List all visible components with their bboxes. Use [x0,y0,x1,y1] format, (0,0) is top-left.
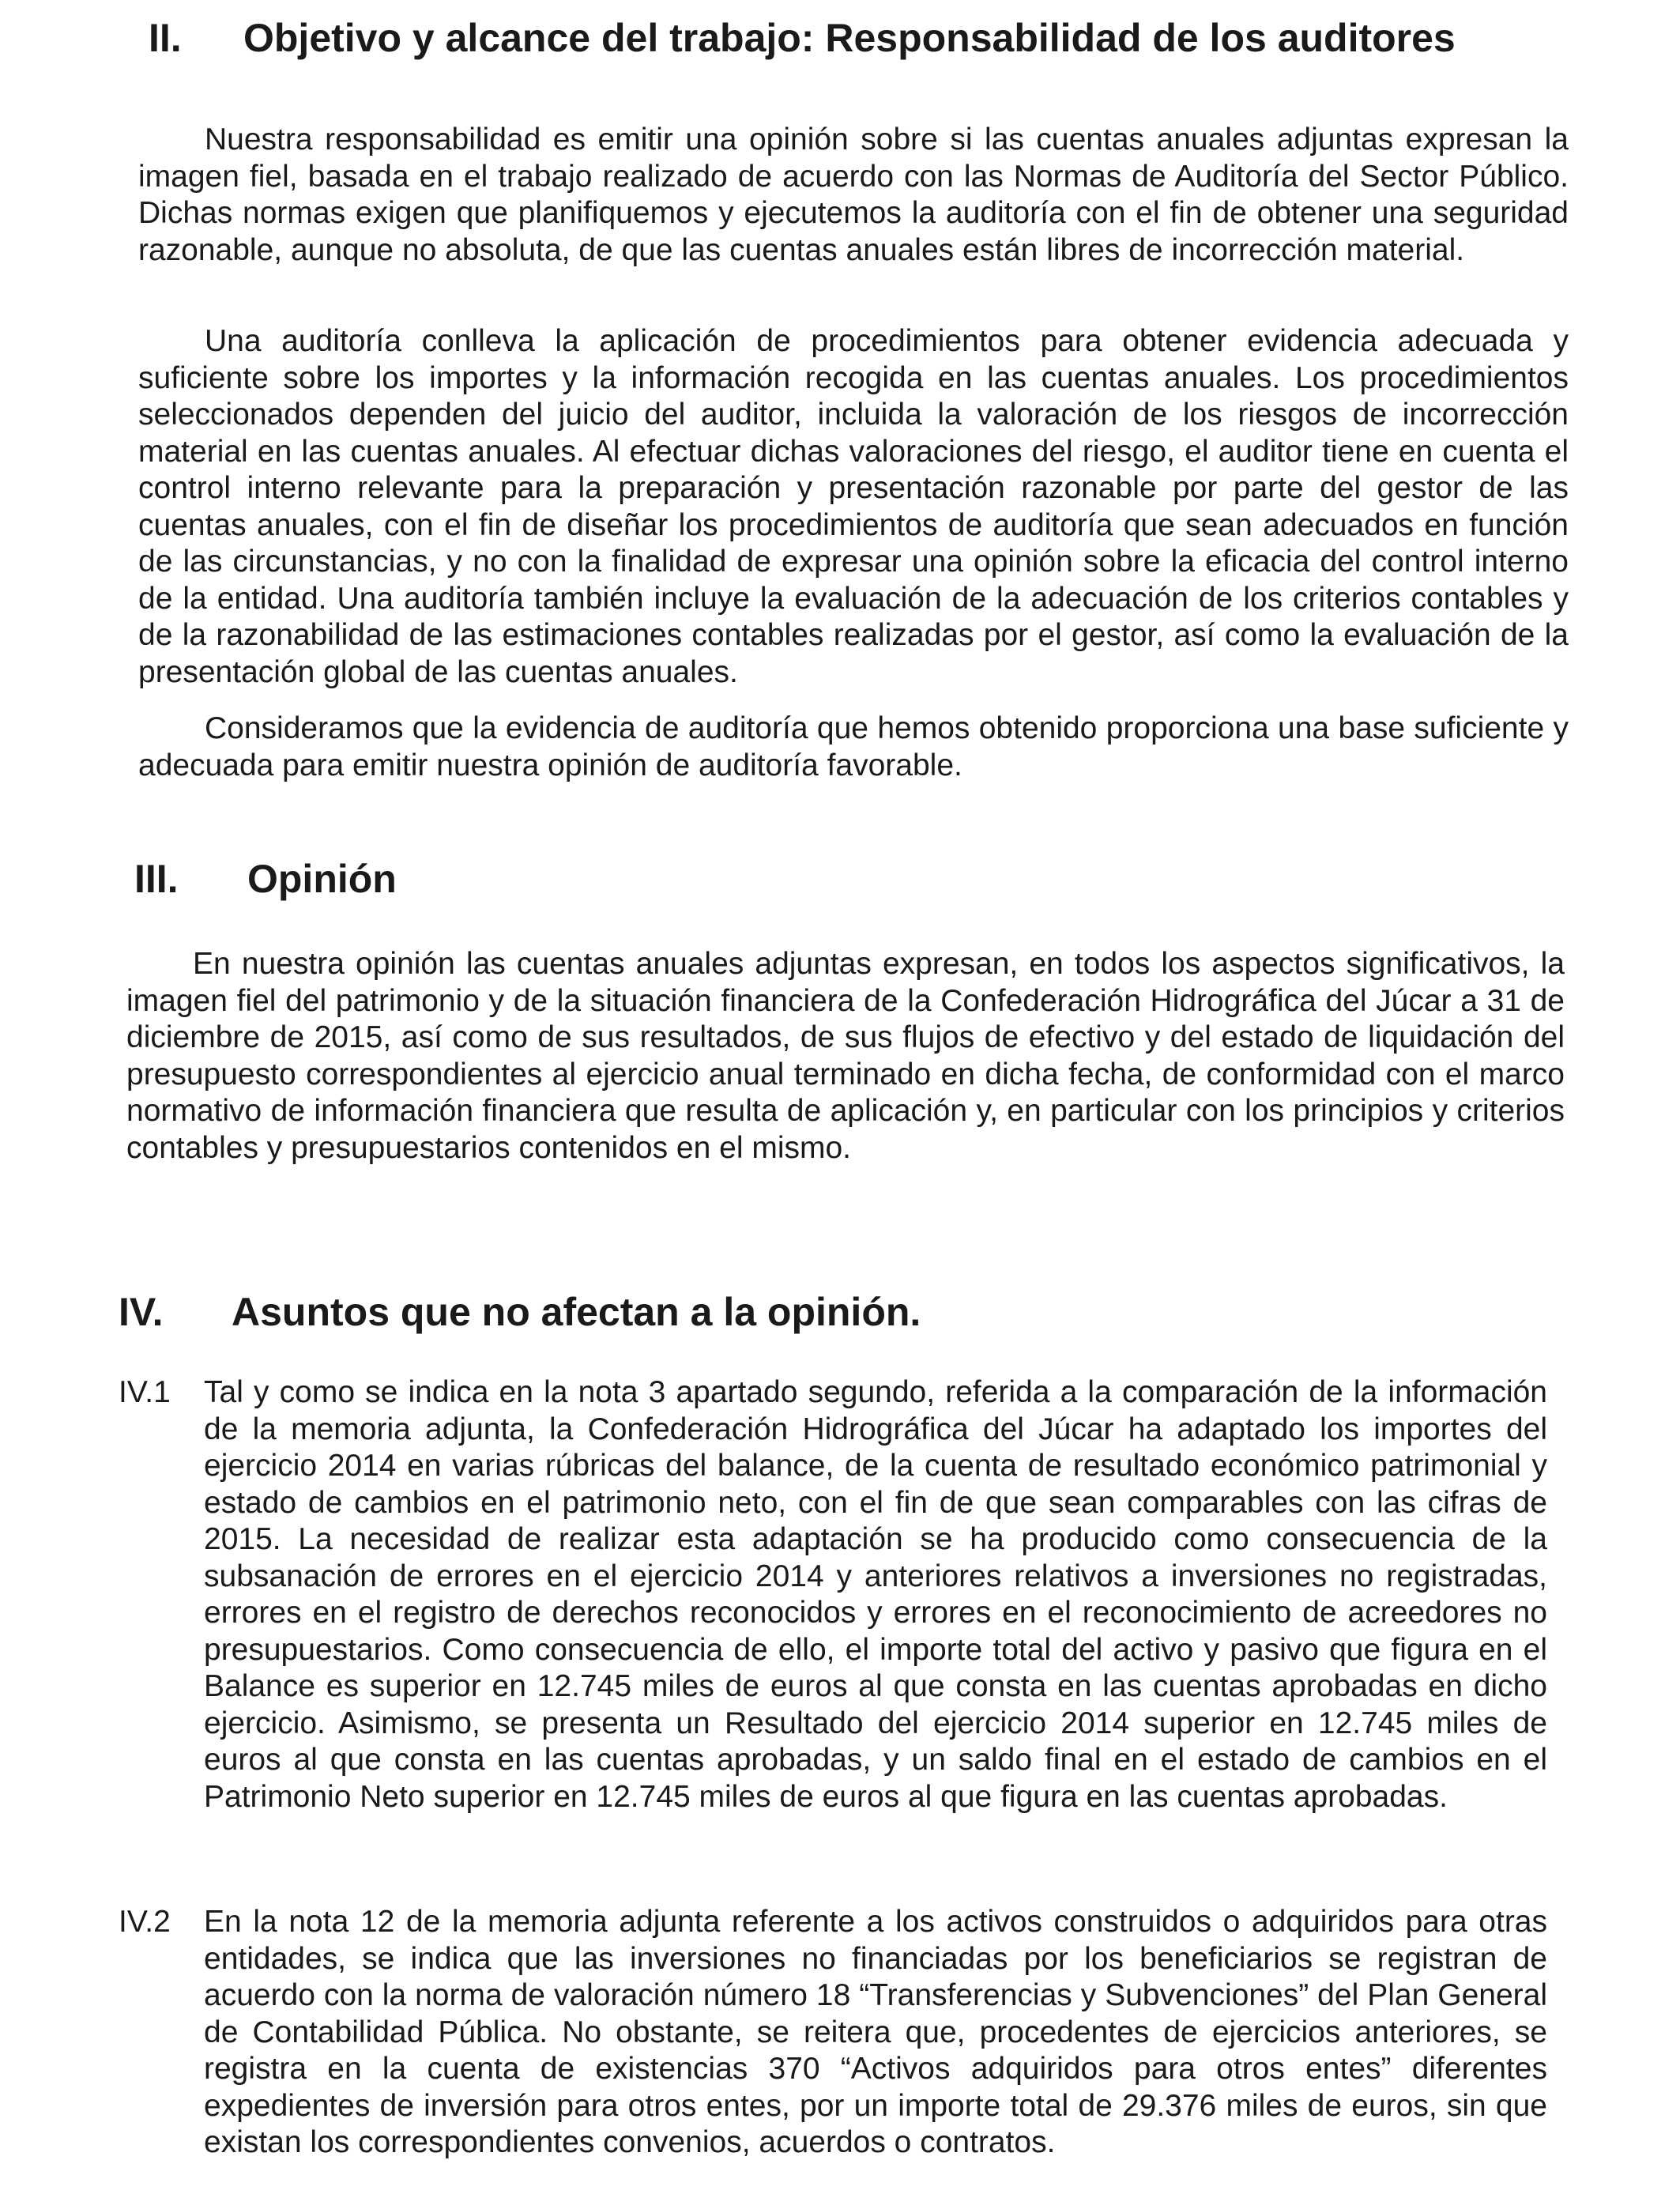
section-iii-paragraph: En nuestra opinión las cuentas anuales adjuntas expresan, en todos los aspectos significativos, la imagen fiel del patrimonio y de la situación financiera de la Confederación Hidrográfica del Júcar a 31 de diciembre de 2015, así como de sus resultados, de sus flujos de efectivo y del estado de liquidación del presupuesto correspondientes al ejercicio anual terminado en dicha fecha, de conformidad con el marco normativo de información financiera que resulta de aplicación y, en particular con los principios y criterios contables y presupuestarios contenidos en el mismo. [126,947,1565,1165]
item-iv-1-text: Tal y como se indica en la nota 3 apartado segundo, referida a la comparación de la información de la memoria adjunta, la Confederación Hidrográfica del Júcar ha adaptado los importes del ejercicio 2014 en varias rúbricas del balance, de la cuenta de resultado económico patrimonial y estado de cambios en el patrimonio neto, con el fin de que sean comparables con las cifras de 2015. La necesidad de realizar esta adaptación se ha producido como consecuencia de la subsanación de errores en el ejercicio 2014 y anteriores relativos a inversiones no registradas, errores en el registro de derechos reconocidos y errores en el reconocimiento de acreedores no presupuestarios. Como consecuencia de ello, el importe total del activo y pasivo que figura en el Balance es superior en 12.745 miles de euros al que consta en las cuentas aprobadas en dicho ejercicio. Asimismo, se presenta un Resultado del ejercicio 2014 superior en 12.745 miles de euros al que consta en las cuentas aprobadas, y un saldo final en el estado de cambios en el Patrimonio Neto superior en 12.745 miles de euros al que figura en las cuentas aprobadas. [204,1375,1547,1814]
section-ii-number: II. [149,16,182,60]
section-iii-title: Opinión [247,857,397,901]
section-iv-heading [119,1288,1304,1336]
section-ii-paragraph-2: Una auditoría conlleva la aplicación de procedimientos para obtener evidencia adecuada y suficiente sobre los importes y la información recogida en las cuentas anuales. Los procedimientos seleccionados dependen del juicio del auditor, incluida la valoración de los riesgos de incorrección material en las cuentas anuales. Al efectuar dichas valoraciones del riesgo, el auditor tiene en cuenta el control interno relevante para la preparación y presentación razonable por parte del gestor de las cuentas anuales, con el fin de diseñar los procedimientos de auditoría que sean adecuados en función de las circunstancias, y no con la finalidad de expresar una opinión sobre la eficacia del control interno de la entidad. Una auditoría también incluye la evaluación de la adecuación de los criterios contables y de la razonabilidad de las estimaciones contables realizadas por el gestor, así como la evaluación de la presentación global de las cuentas anuales. [138,324,1569,689]
section-ii-paragraph-3: Consideramos que la evidencia de auditoría que hemos obtenido proporciona una base suficiente y adecuada para emitir nuestra opinión de auditoría favorable. [138,711,1569,782]
item-iv-1-number: IV.1 [119,1375,171,1409]
section-iii-number: III. [134,857,179,901]
section-iii-heading [134,855,925,903]
item-iv-2-text: En la nota 12 de la memoria adjunta referente a los activos construidos o adquiridos para otras entidades, se indica que las inversiones no financiadas por los beneficiarios se registran de acuerdo con la norma de valoración número 18 “Transferencias y Subvenciones” del Plan General de Contabilidad Pública. No obstante, se reitera que, procedentes de ejercicios anteriores, se registra en la cuenta de existencias 370 “Activos adquiridos para otros entes” diferentes expedientes de inversión para otros entes, por un importe total de 29.376 miles de euros, sin que existan los correspondientes convenios, acuerdos o contratos. [204,1905,1547,2159]
section-ii-paragraph-1: Nuestra responsabilidad es emitir una opinión sobre si las cuentas anuales adjuntas expresan la imagen fiel, basada en el trabajo realizado de acuerdo con las Normas de Auditoría del Sector Público. Dichas normas exigen que planifiquemos y ejecutemos la auditoría con el fin de obtener una seguridad razonable, aunque no absoluta, de que las cuentas anuales están libres de incorrección material. [138,123,1569,267]
section-ii-heading [149,14,1571,62]
section-iv-number: IV. [119,1290,164,1334]
item-iv-2-number: IV.2 [119,1905,171,1939]
section-iv-title: Asuntos que no afectan a la opinión. [232,1290,921,1334]
section-ii-title: Objetivo y alcance del trabajo: Responsabilidad de los auditores [243,16,1456,60]
